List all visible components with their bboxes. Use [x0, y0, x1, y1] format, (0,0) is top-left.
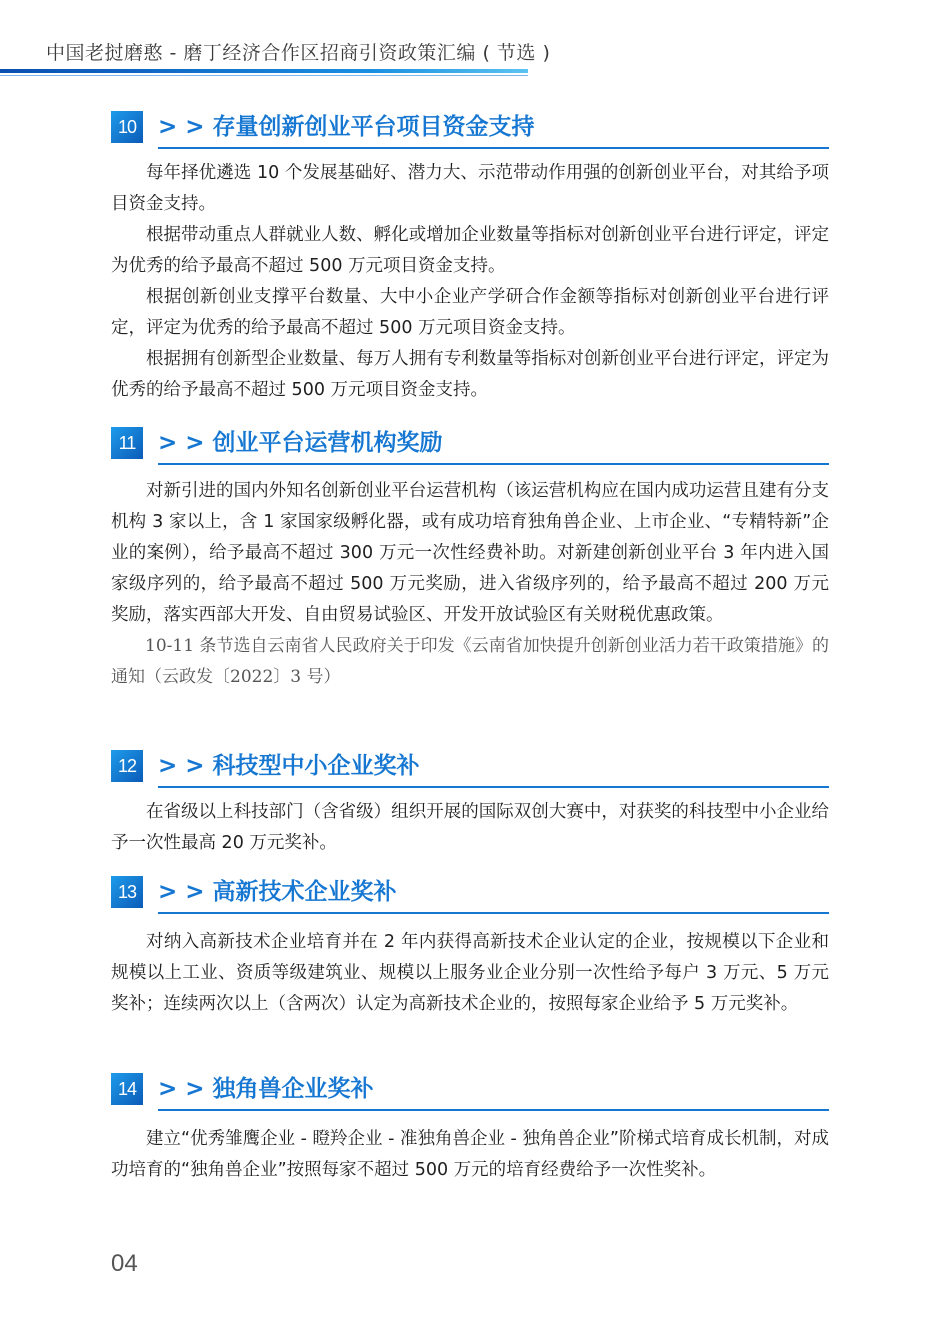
section-number-badge: 12	[111, 750, 143, 782]
section-title: > > 创业平台运营机构奖励	[158, 430, 443, 456]
section-body	[111, 797, 829, 859]
section-10	[111, 111, 829, 406]
page-number: 04	[111, 1250, 138, 1277]
section-title: > > 存量创新创业平台项目资金支持	[158, 114, 535, 140]
section-13	[111, 876, 829, 1020]
section-body	[111, 927, 829, 1020]
section-number-badge: 14	[111, 1073, 143, 1105]
paragraph: 每年择优遴选 10 个发展基础好、潜力大、示范带动作用强的创新创业平台，对其给予项目资金支持。	[111, 163, 829, 214]
section-title: > > 独角兽企业奖补	[158, 1076, 374, 1102]
section-rule	[158, 912, 829, 914]
section-rule	[158, 1109, 829, 1111]
document-title: 中国老挝磨憨 - 磨丁经济合作区招商引资政策汇编 ( 节选 )	[46, 42, 551, 64]
paragraph: 对新引进的国内外知名创新创业平台运营机构（该运营机构应在国内成功运营且建有分支机构 3 家以上，含 1 家国家级孵化器，或有成功培育独角兽企业、上市企业、“专精特新”企业的案例），给予最高不超过 300 万元一次性经费补助。对新建创新创业平台 3 年内进入国家级序列的，给予最高不超过 500 万元奖励，进入省级序列的，给予最高不超过 200 万元奖励，落实西部大开发、自由贸易试验区、开发开放试验区有关财税优惠政策。	[111, 481, 829, 625]
section-heading	[111, 427, 829, 467]
section-11	[111, 427, 829, 693]
section-heading	[111, 750, 829, 790]
section-14	[111, 1073, 829, 1186]
section-heading	[111, 876, 829, 916]
section-heading	[111, 1073, 829, 1113]
section-title: > > 科技型中小企业奖补	[158, 753, 420, 779]
paragraph: 根据创新创业支撑平台数量、大中小企业产学研合作金额等指标对创新创业平台进行评定，评定为优秀的给予最高不超过 500 万元项目资金支持。	[111, 287, 829, 338]
header-rule-thin	[0, 75, 528, 76]
section-12	[111, 750, 829, 859]
section-body	[111, 158, 829, 406]
paragraph: 在省级以上科技部门（含省级）组织开展的国际双创大赛中，对获奖的科技型中小企业给予一次性最高 20 万元奖补。	[111, 802, 829, 853]
section-body	[111, 476, 829, 693]
header-rule	[0, 69, 528, 73]
paragraph: 建立“优秀雏鹰企业 - 瞪羚企业 - 准独角兽企业 - 独角兽企业”阶梯式培育成长机制，对成功培育的“独角兽企业”按照每家不超过 500 万元的培育经费给予一次性奖补。	[111, 1129, 829, 1180]
paragraph: 根据拥有创新型企业数量、每万人拥有专利数量等指标对创新创业平台进行评定，评定为优秀的给予最高不超过 500 万元项目资金支持。	[111, 349, 829, 400]
section-rule	[158, 786, 829, 788]
section-body	[111, 1124, 829, 1186]
section-number-badge: 10	[111, 111, 143, 143]
section-rule	[158, 463, 829, 465]
section-heading	[111, 111, 829, 151]
section-number-badge: 11	[111, 427, 143, 459]
paragraph: 对纳入高新技术企业培育并在 2 年内获得高新技术企业认定的企业，按规模以下企业和规模以上工业、资质等级建筑业、规模以上服务业企业分别一次性给予每户 3 万元、5 万元奖补；连续两次以上（含两次）认定为高新技术企业的，按照每家企业给予 5 万元奖补。	[111, 932, 829, 1014]
section-number-badge: 13	[111, 876, 143, 908]
source-note: 10-11 条节选自云南省人民政府关于印发《云南省加快提升创新创业活力若干政策措施》的通知（云政发〔2022〕3 号）	[111, 636, 829, 687]
section-rule	[158, 147, 829, 149]
paragraph: 根据带动重点人群就业人数、孵化或增加企业数量等指标对创新创业平台进行评定，评定为优秀的给予最高不超过 500 万元项目资金支持。	[111, 225, 829, 276]
section-title: > > 高新技术企业奖补	[158, 879, 397, 905]
